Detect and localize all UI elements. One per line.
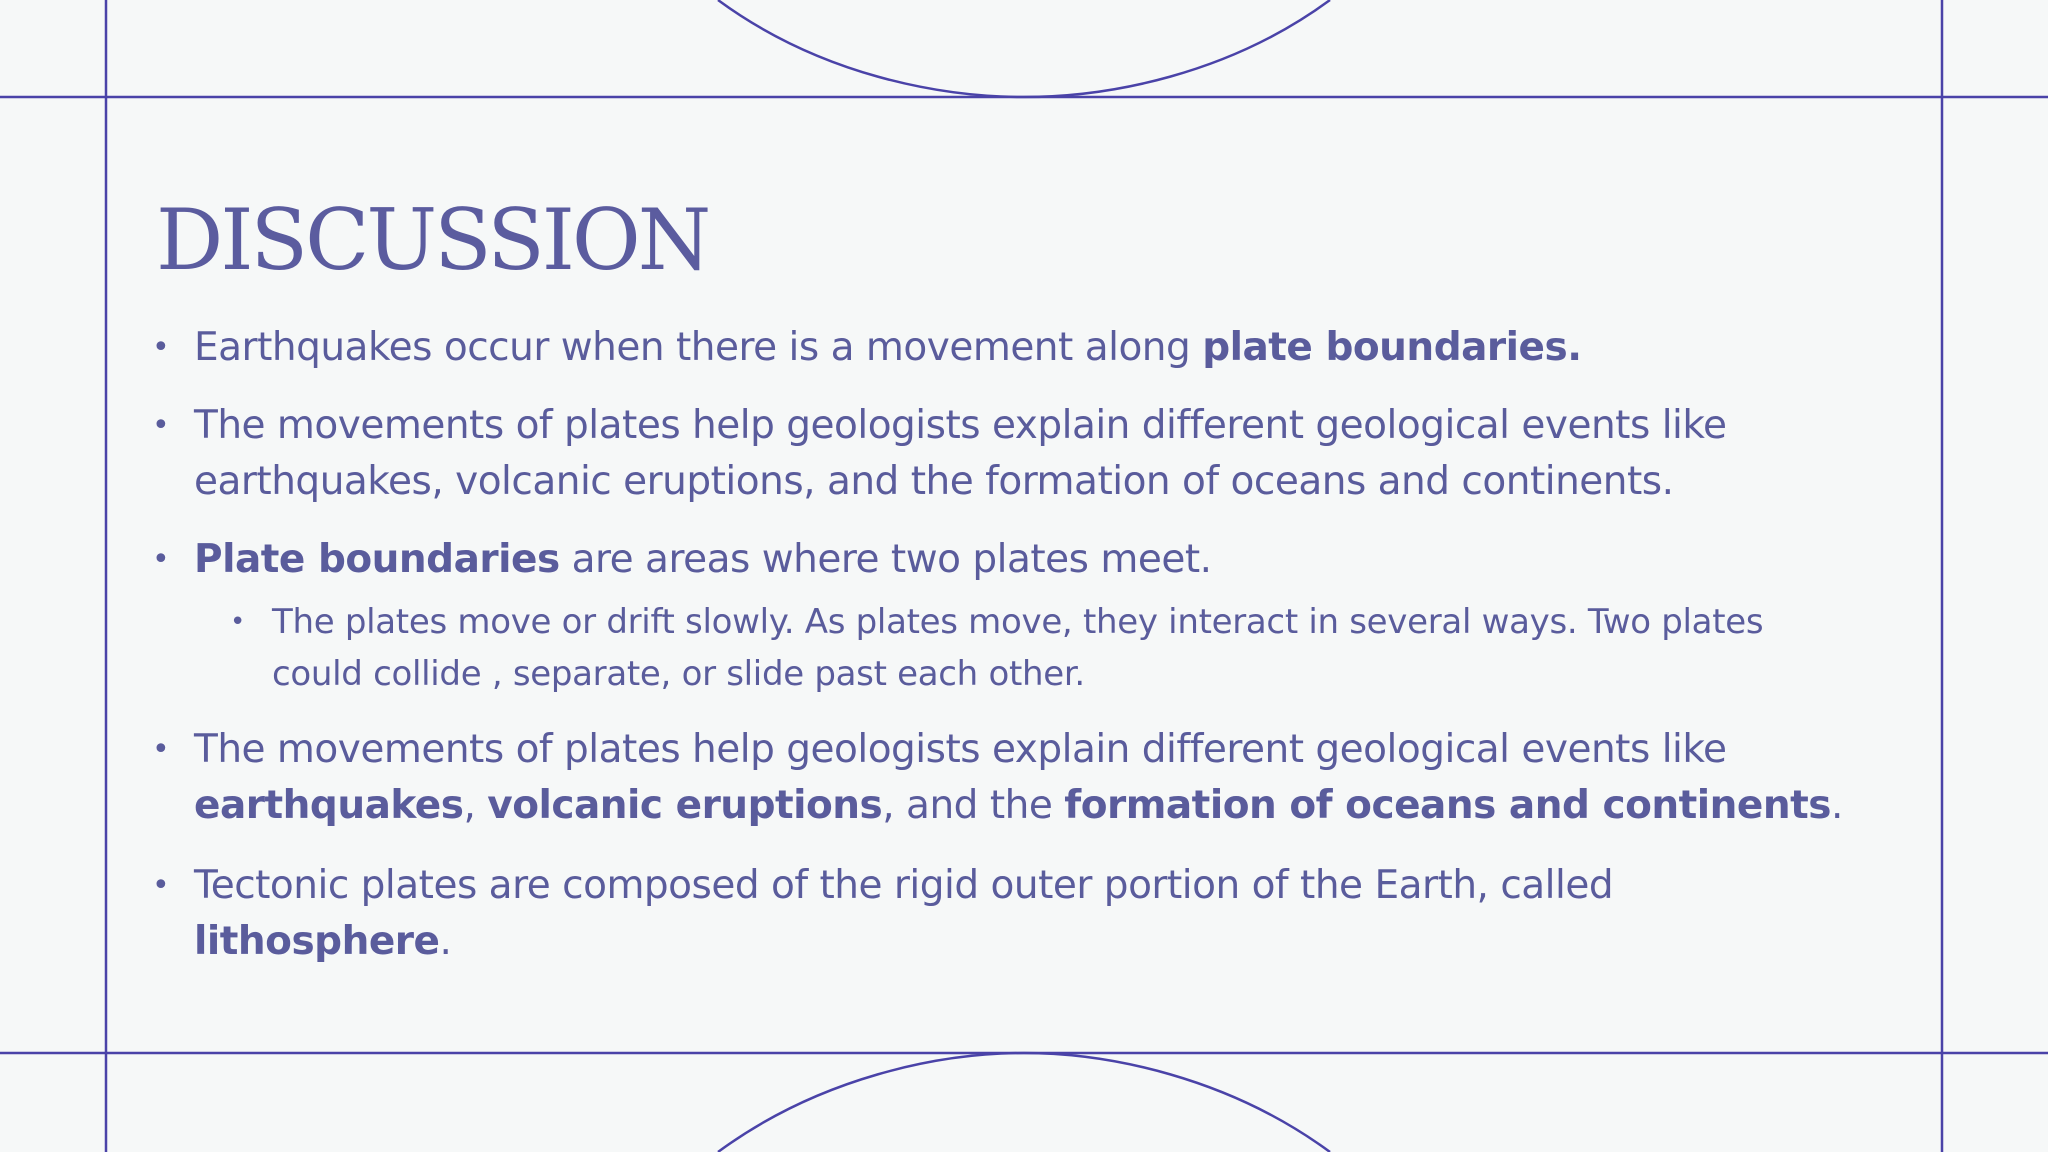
- text-run: , and the: [882, 783, 1065, 828]
- bullet-marker: •: [152, 542, 170, 577]
- text-run: Earthquakes occur when there is a movement along: [194, 325, 1203, 370]
- text-run: earthquakes, volcanic eruptions, and the formation of oceans and continents.: [194, 459, 1674, 504]
- bullet-marker: •: [152, 330, 170, 365]
- text-run: The movements of plates help geologists explain different geological events like: [194, 403, 1727, 448]
- slide-title: DISCUSSION: [156, 191, 709, 289]
- bullet-item: [152, 532, 1212, 588]
- bullet-line: [194, 778, 1843, 834]
- bold-text-run: earthquakes: [194, 783, 464, 828]
- bullet-line: [194, 532, 1212, 588]
- bullet-item: [152, 722, 1843, 834]
- bullet-line: [194, 858, 1613, 914]
- bullet-line: [194, 320, 1582, 376]
- bullet-item: [152, 858, 1613, 970]
- bullet-marker: •: [152, 408, 170, 443]
- bullet-item: [152, 320, 1582, 376]
- bold-text-run: formation of oceans and continents: [1064, 783, 1832, 828]
- text-run: Tectonic plates are composed of the rigid outer portion of the Earth, called: [194, 863, 1614, 908]
- bullet-line: [272, 648, 1763, 700]
- bullet-item: [152, 398, 1727, 510]
- bullet-line: [194, 398, 1727, 454]
- bold-text-run: Plate boundaries: [194, 537, 560, 582]
- text-run: The plates move or drift slowly. As plates move, they interact in several ways. Two plates: [272, 602, 1764, 642]
- sub-bullet-item: [230, 596, 1763, 700]
- bullet-line: [194, 722, 1843, 778]
- text-run: could collide , separate, or slide past each other.: [272, 654, 1085, 694]
- bold-text-run: volcanic eruptions: [487, 783, 883, 828]
- text-run: .: [1831, 783, 1843, 828]
- text-run: ,: [463, 783, 488, 828]
- bullet-marker: •: [230, 607, 246, 637]
- bullet-marker: •: [152, 732, 170, 767]
- text-run: The movements of plates help geologists explain different geological events like: [194, 727, 1727, 772]
- bullet-line: [194, 914, 1613, 970]
- bullet-marker: •: [152, 868, 170, 903]
- bold-text-run: plate boundaries.: [1202, 325, 1582, 370]
- bullet-line: [194, 454, 1727, 510]
- bullet-line: [272, 596, 1763, 648]
- bold-text-run: lithosphere: [194, 919, 440, 964]
- text-run: are areas where two plates meet.: [559, 537, 1212, 582]
- text-run: .: [439, 919, 452, 964]
